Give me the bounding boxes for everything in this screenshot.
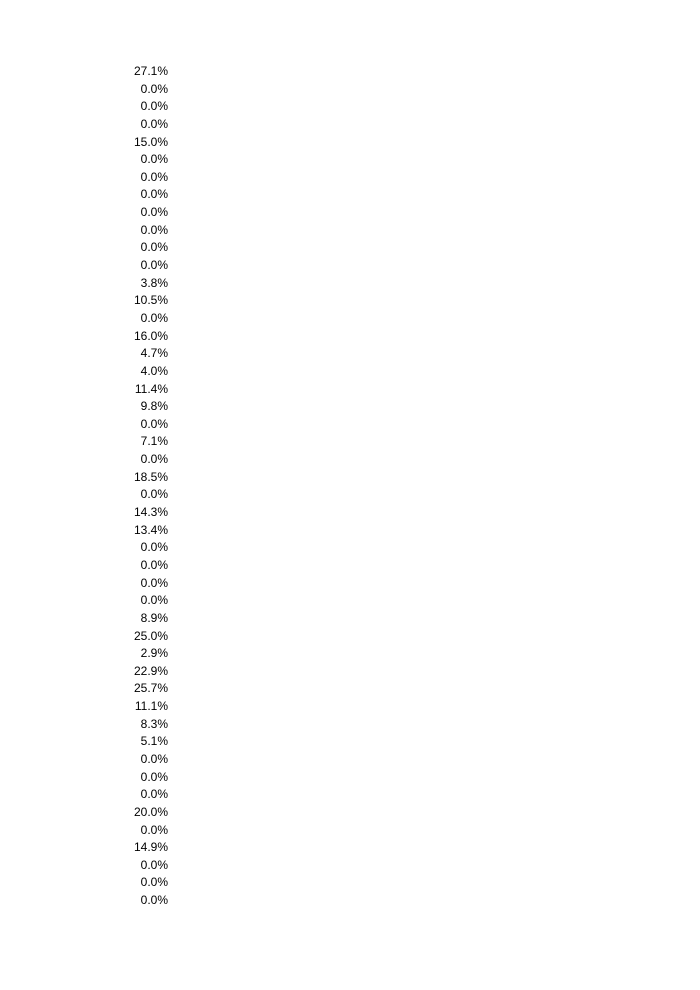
percentage-cell: 0.0% [140,875,168,890]
percentage-cell: 22.9% [133,663,168,678]
percentage-cell: 0.0% [140,593,168,608]
percentage-cell: 0.0% [140,240,168,255]
percentage-cell: 10.5% [133,293,168,308]
percentage-cell: 0.0% [140,751,168,766]
percentage-cell: 18.5% [133,469,168,484]
percentage-cell: 0.0% [140,310,168,325]
percentage-cell: 27.1% [133,64,168,78]
percentage-cell: 9.8% [140,399,168,414]
percentage-cell: 0.0% [140,575,168,590]
percentage-cell: 0.0% [140,452,168,467]
percentage-cell: 0.0% [140,222,168,237]
percentage-cell: 0.0% [140,152,168,167]
percentage-cell: 0.0% [140,205,168,220]
percentage-cell: 8.9% [140,610,168,625]
percentage-cell: 0.0% [140,769,168,784]
percentage-cell: 0.0% [140,169,168,184]
percentage-cell: 11.4% [134,381,168,396]
percentage-cell: 0.0% [140,116,168,131]
percentage-cell: 0.0% [140,487,168,502]
percentage-cell: 5.1% [140,734,168,749]
percentage-cell: 0.0% [140,822,168,837]
percentage-cell: 0.0% [140,893,168,908]
percentage-cell: 13.4% [133,522,168,537]
percentage-cell: 15.0% [133,134,168,149]
percentage-cell: 3.8% [140,275,168,290]
percentage-cell: 0.0% [140,416,168,431]
percentage-cell: 16.0% [133,328,168,343]
percentage-cell: 14.3% [133,505,168,520]
percentage-cell: 25.7% [133,681,168,696]
percentage-cell: 8.3% [140,716,168,731]
percentage-cell: 0.0% [140,557,168,572]
percentage-cell: 4.0% [140,363,168,378]
percentage-cell: 0.0% [140,857,168,872]
percentage-column [100,63,168,910]
percentage-cell: 14.9% [133,840,168,855]
percentage-cell: 0.0% [140,99,168,114]
percentage-cell: 7.1% [140,434,168,449]
percentage-cell: 0.0% [140,787,168,802]
percentage-cell: 11.1% [134,699,168,714]
percentage-cell: 0.0% [140,187,168,202]
percentage-cell: 0.0% [140,81,168,96]
percentage-cell: 4.7% [140,346,168,361]
percentage-cell: 0.0% [140,258,168,273]
percentage-cell: 2.9% [140,646,168,661]
percentage-cell: 20.0% [133,804,168,819]
percentage-cell: 0.0% [140,540,168,555]
percentage-cell: 25.0% [133,628,168,643]
